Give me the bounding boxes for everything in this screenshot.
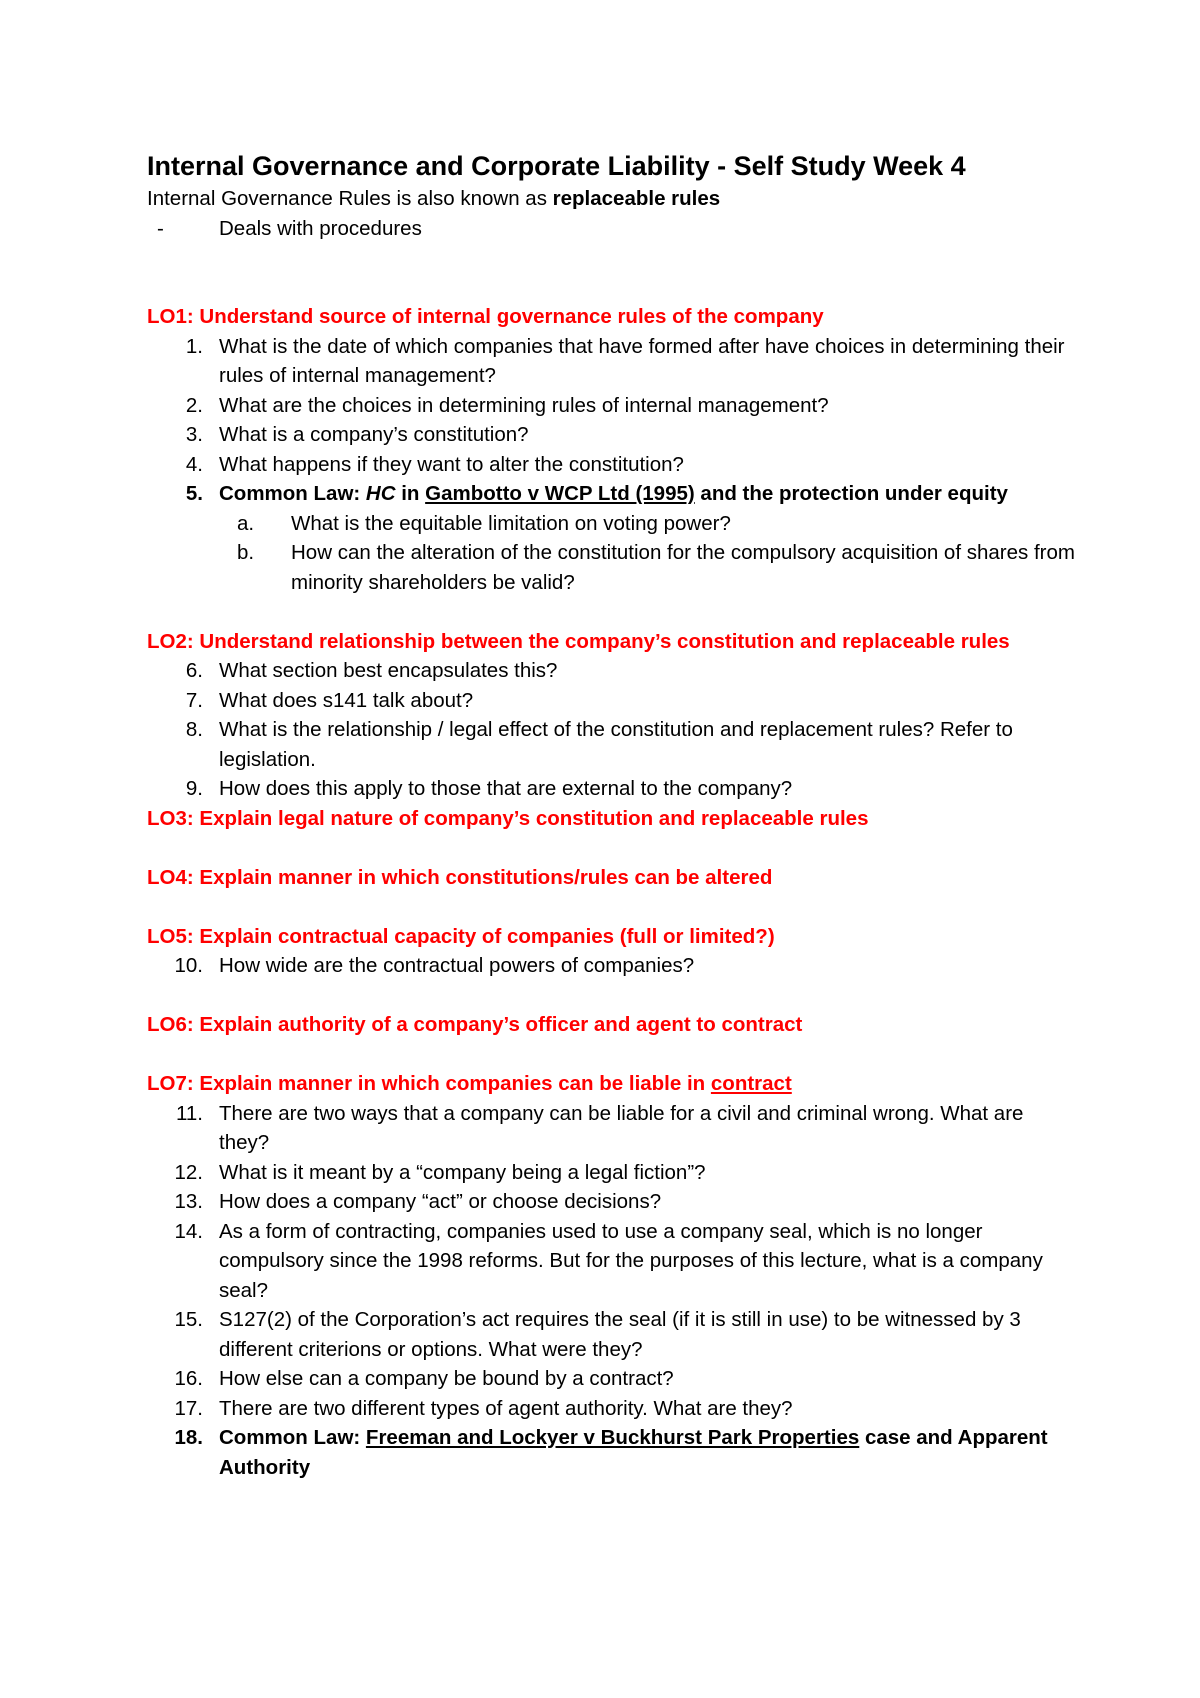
lo5-heading: LO5: Explain contractual capacity of companies (full or limited?) (147, 924, 775, 948)
lo1-heading: LO1: Understand source of internal governance rules of the company (147, 305, 824, 328)
case-name: Freeman and Lockyer v Buckhurst Park Properties (365, 1426, 860, 1449)
question-number: 14. (174, 1219, 203, 1243)
spacer (147, 892, 1077, 922)
question-text: What is the relationship / legal effect of the constitution and replacement rules? Refer to legislation. (219, 718, 1013, 771)
question-number: 3. (185, 423, 203, 446)
lo7-heading-text: LO7: Explain manner in which companies can be liable in (147, 1072, 711, 1095)
question-text: What is the equitable limitation on voting power? (291, 511, 731, 535)
question-number: 4. (185, 452, 203, 476)
question-text: What does s141 talk about? (219, 688, 474, 712)
document-title: Internal Governance and Corporate Liability - Self Study Week 4 (147, 151, 966, 181)
intro-text: Internal Governance Rules is also known as (147, 187, 553, 210)
document-body (147, 148, 1077, 1482)
question-text: There are two different types of agent authority. What are they? (219, 1396, 793, 1420)
question-text: How does this apply to those that are external to the company? (219, 777, 793, 800)
question-11 (147, 1099, 1077, 1158)
lo3-heading: LO3: Explain legal nature of company’s constitution and replaceable rules (147, 806, 869, 830)
question-text: How can the alteration of the constitution for the compulsory acquisition of shares from minority shareholders be valid? (291, 541, 1075, 594)
question-text-part: and the protection under equity (694, 482, 1008, 505)
question-text: What is a company’s constitution? (219, 423, 529, 446)
question-1 (147, 332, 1077, 391)
sub-question-letter: a. (237, 511, 255, 535)
question-8 (147, 715, 1077, 774)
question-number: 2. (185, 393, 203, 417)
question-text: What section best encapsulates this? (219, 659, 558, 682)
lo7-heading-underlined: contract (710, 1072, 792, 1095)
question-number: 11. (176, 1101, 203, 1125)
intro-bold-term: replaceable rules (552, 187, 721, 210)
spacer (147, 243, 1077, 273)
question-2 (147, 391, 1077, 421)
question-text: As a form of contracting, companies used to use a company seal, which is no longer compulsory since the 1998 reforms. But for the purposes of this lecture, what is a company seal? (219, 1219, 1043, 1302)
question-text-part: in (395, 482, 426, 505)
question-number: 17. (174, 1396, 203, 1420)
question-number: 15. (174, 1308, 203, 1331)
lo2-heading: LO2: Understand relationship between the company’s constitution and replaceable rules (147, 629, 1010, 653)
spacer (147, 981, 1077, 1011)
question-text: How does a company “act” or choose decisions? (219, 1190, 662, 1213)
question-5b (147, 538, 1077, 597)
court-abbreviation: HC (365, 482, 396, 505)
question-number: 12. (174, 1160, 203, 1184)
intro-line (147, 184, 1077, 214)
question-13 (147, 1187, 1077, 1217)
question-text-part: Common Law: (219, 482, 366, 505)
question-3 (147, 420, 1077, 450)
question-12 (147, 1158, 1077, 1188)
question-text-part: case and Apparent Authority (219, 1426, 1048, 1479)
question-text: There are two ways that a company can be liable for a civil and criminal wrong. What are they? (219, 1101, 1024, 1154)
question-text: How else can a company be bound by a contract? (219, 1367, 674, 1390)
lo7-heading (147, 1069, 1077, 1099)
question-number: 10. (174, 954, 203, 977)
question-number: 1. (185, 334, 203, 358)
question-14 (147, 1217, 1077, 1306)
question-5a (147, 509, 1077, 539)
question-18 (147, 1423, 1077, 1482)
question-15 (147, 1305, 1077, 1364)
question-16 (147, 1364, 1077, 1394)
spacer (147, 833, 1077, 863)
question-17 (147, 1394, 1077, 1424)
spacer (147, 273, 1077, 303)
question-number: 5. (185, 482, 203, 505)
lo6-heading: LO6: Explain authority of a company’s officer and agent to contract (147, 1013, 803, 1036)
bullet-text: Deals with procedures (219, 216, 422, 240)
question-5 (147, 479, 1077, 509)
question-text: What are the choices in determining rules of internal management? (219, 393, 829, 417)
question-number: 18. (174, 1426, 203, 1449)
question-7 (147, 686, 1077, 716)
question-number: 9. (185, 777, 203, 800)
question-number: 13. (174, 1190, 203, 1213)
question-number: 16. (174, 1367, 203, 1390)
question-6 (147, 656, 1077, 686)
question-number: 6. (185, 659, 203, 682)
bullet-item (147, 214, 1077, 244)
bullet-dash: - (157, 216, 164, 240)
question-text: What is the date of which companies that have formed after have choices in determining their rules of internal management? (219, 334, 1065, 387)
question-number: 8. (185, 718, 203, 741)
question-text: S127(2) of the Corporation’s act requires the seal (if it is still in use) to be witnessed by 3 different criterions or options. What were they? (219, 1308, 1021, 1361)
question-text: What is it meant by a “company being a legal fiction”? (219, 1160, 706, 1184)
question-text: What happens if they want to alter the constitution? (219, 452, 684, 476)
sub-question-letter: b. (237, 541, 255, 564)
question-10 (147, 951, 1077, 981)
question-text-part: Common Law: (219, 1426, 366, 1449)
question-text: How wide are the contractual powers of companies? (219, 954, 695, 977)
question-9 (147, 774, 1077, 804)
spacer (147, 597, 1077, 627)
question-number: 7. (185, 688, 203, 712)
case-name: Gambotto v WCP Ltd (1995) (425, 482, 695, 505)
spacer (147, 1040, 1077, 1070)
lo4-heading: LO4: Explain manner in which constitutions/rules can be altered (147, 865, 773, 889)
question-4 (147, 450, 1077, 480)
